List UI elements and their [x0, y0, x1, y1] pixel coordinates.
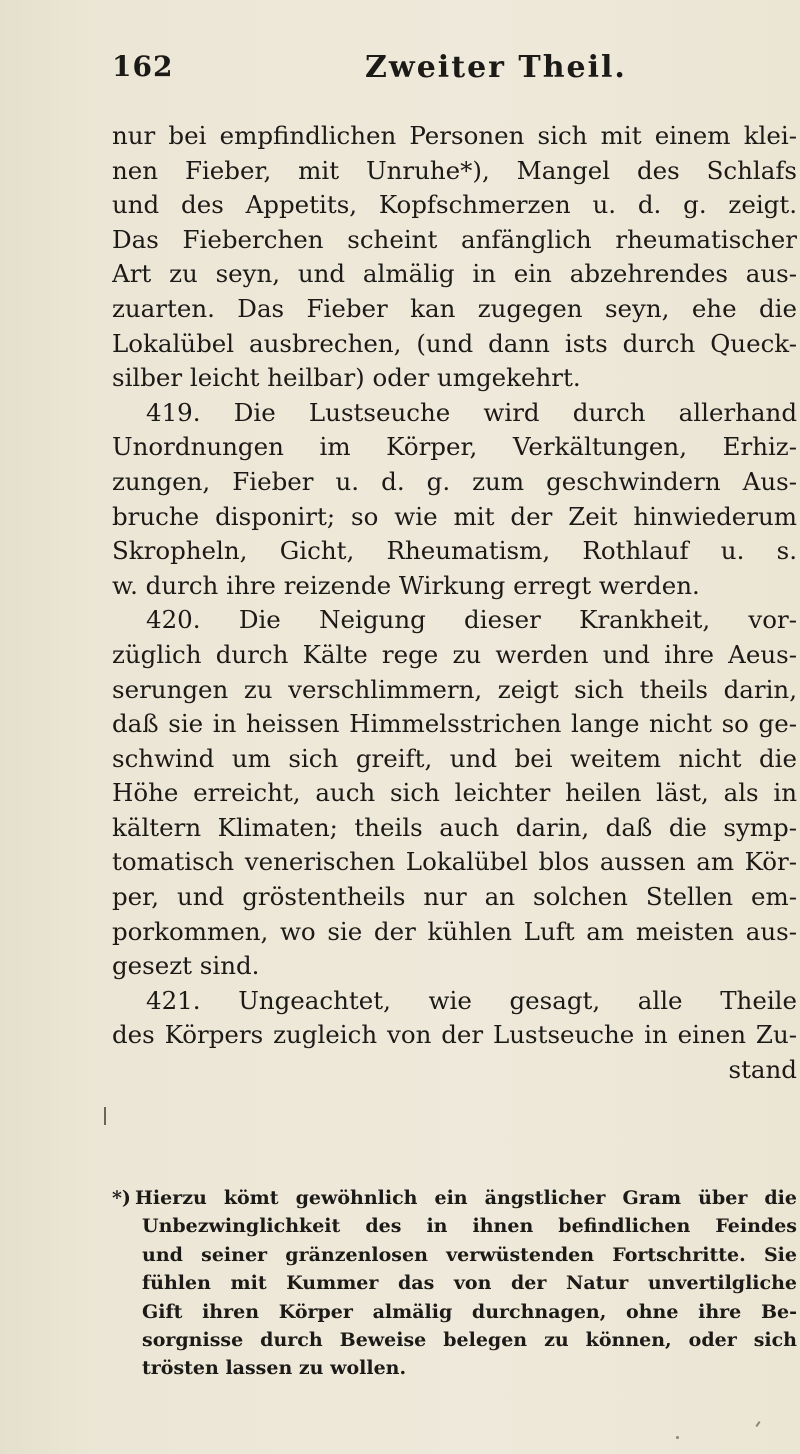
text-line: nen Fieber, mit Unruhe*), Mangel des Schlafs	[112, 155, 797, 185]
text-line: silber leicht heilbar) oder umgekehrt.	[112, 363, 581, 393]
text-line: gesezt sind.	[112, 951, 260, 981]
text-line: Skropheln, Gicht, Rheumatism, Rothlauf u. s.	[112, 536, 797, 566]
footnote	[112, 1184, 797, 1383]
main-text	[112, 119, 797, 1088]
text-line: nur bei empfindlichen Personen sich mit einem klei-	[112, 121, 797, 150]
footnote-line: Gift ihren Körper almälig durchnagen, ohne ihre Be-	[142, 1300, 797, 1323]
footnote-line: sorgnisse durch Beweise belegen zu können, oder sich	[142, 1328, 797, 1351]
text-line: tomatisch venerischen Lokalübel blos aussen am Kör-	[112, 847, 797, 877]
text-line: daß sie in heissen Himmelsstrichen lange nicht so ge-	[112, 709, 797, 739]
paragraph-421-start: 421. Ungeachtet, wie gesagt, alle Theile	[146, 985, 797, 1015]
text-line: serungen zu verschlimmern, zeigt sich theils darin,	[112, 674, 797, 704]
paragraph-420-start: 420. Die Neigung dieser Krankheit, vor-	[146, 605, 797, 635]
text-line: Höhe erreicht, auch sich leichter heilen läst, als in	[112, 778, 797, 808]
text-line: w. durch ihre reizende Wirkung erregt werden.	[112, 570, 700, 600]
page-header	[112, 50, 792, 100]
page-number: 162	[112, 50, 174, 83]
text-line: Art zu seyn, und almälig in ein abzehrendes aus-	[112, 259, 797, 289]
text-line: schwind um sich greift, und bei weitem nicht die	[112, 743, 797, 773]
text-line: zuarten. Das Fieber kan zugegen seyn, ehe die	[112, 293, 797, 323]
text-line: Das Fieberchen scheint anfänglich rheumatischer	[112, 224, 797, 254]
catchword-line: stand	[728, 1055, 797, 1085]
footnote-marker: *)	[112, 1187, 131, 1209]
text-line: porkommen, wo sie der kühlen Luft am meisten aus-	[112, 916, 797, 946]
text-line: züglich durch Kälte rege zu werden und ihre Aeus-	[112, 639, 797, 669]
text-line: und des Appetits, Kopfschmerzen u. d. g. zeigt.	[112, 190, 797, 220]
text-line: per, und gröstentheils nur an solchen Stellen em-	[112, 882, 797, 912]
text-line: Unordnungen im Körper, Verkältungen, Erhiz-	[112, 432, 797, 462]
paper-speck	[676, 1436, 679, 1439]
text-line: zungen, Fieber u. d. g. zum geschwindern Aus-	[112, 466, 797, 496]
margin-mark	[104, 1107, 106, 1125]
text-line: kältern Klimaten; theils auch darin, daß die symp-	[112, 812, 797, 842]
footnote-line: fühlen mit Kummer das von der Natur unvertilgliche	[142, 1272, 797, 1295]
footnote-line: Unbezwinglichkeit des in ihnen befindlichen Feindes	[142, 1215, 797, 1238]
footnote-line: Hierzu kömt gewöhnlich ein ängstlicher Gram über die	[134, 1187, 797, 1209]
footnote-line: und seiner gränzenlosen verwüstenden Fortschritte. Sie	[142, 1243, 797, 1266]
text-line: des Körpers zugleich von der Lustseuche in einen Zu-	[112, 1020, 797, 1050]
text-line: Lokalübel ausbrechen, (und dann ists durch Queck-	[112, 328, 797, 358]
footnote-line: trösten lassen zu wollen.	[142, 1357, 407, 1380]
text-line: bruche disponirt; so wie mit der Zeit hinwiederum	[112, 501, 797, 531]
paragraph-419-start: 419. Die Lustseuche wird durch allerhand	[146, 397, 797, 427]
paper-speck	[755, 1421, 760, 1427]
running-head: Zweiter Theil.	[365, 50, 627, 85]
